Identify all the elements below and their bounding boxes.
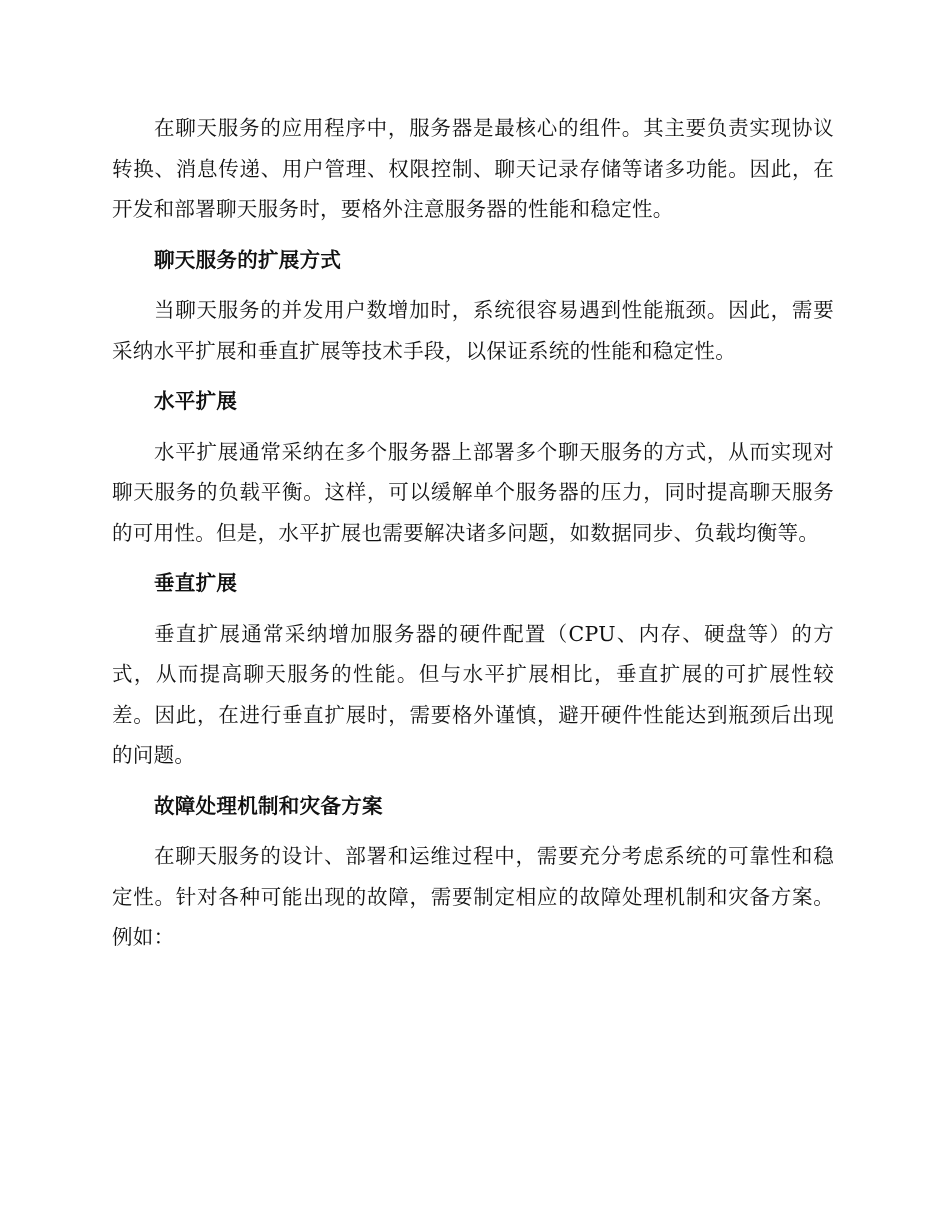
document-body — [112, 108, 834, 968]
paragraph-server-core: 在聊天服务的应用程序中，服务器是最核心的组件。其主要负责实现协议转换、消息传递、用户管理、权限控制、聊天记录存储等诸多功能。因此，在开发和部署聊天服务时，要格外注意服务器的性能和稳定性。 — [112, 116, 834, 221]
paragraph-scaling-intro: 当聊天服务的并发用户数增加时，系统很容易遇到性能瓶颈。因此，需要采纳水平扩展和垂直扩展等技术手段，以保证系统的性能和稳定性。 — [112, 298, 834, 363]
paragraph-horizontal-scaling: 水平扩展通常采纳在多个服务器上部署多个聊天服务的方式，从而实现对聊天服务的负载平衡。这样，可以缓解单个服务器的压力，同时提高聊天服务的可用性。但是，水平扩展也需要解决诸多问题，如数据同步、负载均衡等。 — [112, 439, 834, 545]
heading-fault-handling: 故障处理机制和灾备方案 — [154, 793, 383, 818]
heading-horizontal-scaling: 水平扩展 — [154, 389, 238, 413]
heading-scaling-methods: 聊天服务的扩展方式 — [154, 247, 342, 272]
heading-vertical-scaling: 垂直扩展 — [154, 571, 238, 595]
paragraph-vertical-scaling: 垂直扩展通常采纳增加服务器的硬件配置（CPU、内存、硬盘等）的方式，从而提高聊天服务的性能。但与水平扩展相比，垂直扩展的可扩展性较差。因此，在进行垂直扩展时，需要格外谨慎，避开硬件性能达到瓶颈后出现的问题。 — [112, 621, 834, 767]
paragraph-fault-handling: 在聊天服务的设计、部署和运维过程中，需要充分考虑系统的可靠性和稳定性。针对各种可能出现的故障，需要制定相应的故障处理机制和灾备方案。例如： — [112, 844, 834, 949]
